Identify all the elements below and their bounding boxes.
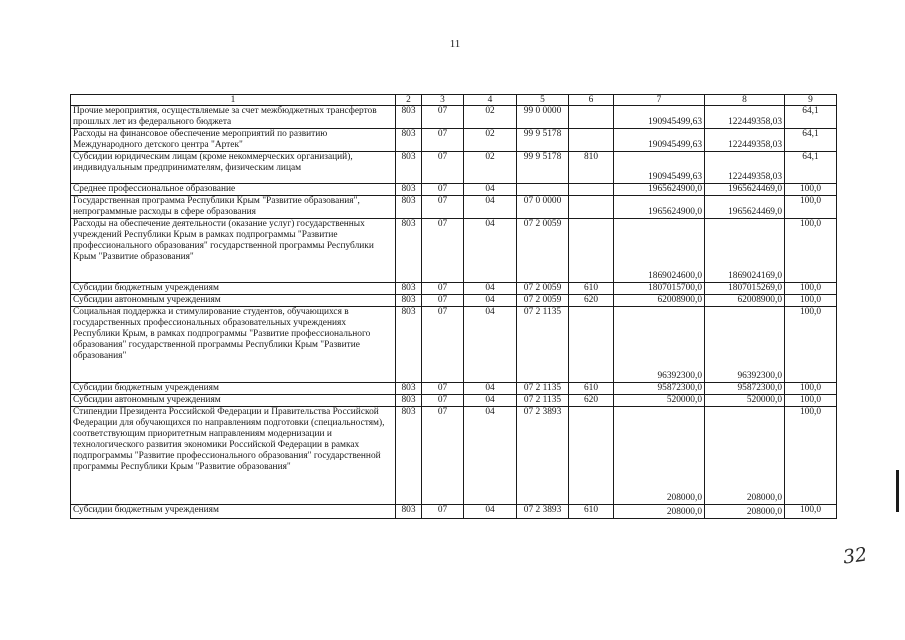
cell-subsection: 04 bbox=[464, 196, 517, 219]
page-number: 11 bbox=[449, 38, 461, 50]
cell-ministry-code: 803 bbox=[396, 307, 422, 383]
cell-expense-type: 610 bbox=[569, 505, 614, 519]
header-cell: 6 bbox=[569, 95, 614, 106]
cell-planned-amount: 62008900,0 bbox=[614, 295, 705, 307]
margin-mark bbox=[896, 470, 899, 512]
cell-name: Расходы на обеспечение деятельности (оказание услуг) государственных учреждений Республики Крым в рамках подпрограммы "Развитие профессионального образования" государственной программы Республики Крым "Развитие образования" bbox=[71, 219, 396, 283]
cell-planned-amount: 95872300,0 bbox=[614, 383, 705, 395]
header-cell: 1 bbox=[71, 95, 396, 106]
cell-subsection: 02 bbox=[464, 129, 517, 152]
cell-planned-amount: 208000,0 bbox=[614, 505, 705, 519]
cell-section: 07 bbox=[422, 283, 464, 295]
cell-subsection: 04 bbox=[464, 505, 517, 519]
header-cell: 4 bbox=[464, 95, 517, 106]
cell-section: 07 bbox=[422, 196, 464, 219]
cell-target-article: 07 0 0000 bbox=[517, 196, 569, 219]
cell-section: 07 bbox=[422, 106, 464, 129]
cell-subsection: 04 bbox=[464, 383, 517, 395]
cell-percent: 64,1 bbox=[785, 129, 837, 152]
cell-target-article: 07 2 1135 bbox=[517, 307, 569, 383]
header-cell: 3 bbox=[422, 95, 464, 106]
table-row bbox=[71, 129, 837, 152]
cell-section: 07 bbox=[422, 219, 464, 283]
table-row bbox=[71, 407, 837, 505]
cell-actual-amount: 122449358,03 bbox=[705, 129, 785, 152]
cell-expense-type bbox=[569, 106, 614, 129]
table-row bbox=[71, 505, 837, 519]
cell-actual-amount: 122449358,03 bbox=[705, 152, 785, 184]
cell-ministry-code: 803 bbox=[396, 106, 422, 129]
cell-section: 07 bbox=[422, 383, 464, 395]
cell-percent: 100,0 bbox=[785, 505, 837, 519]
cell-actual-amount: 1807015269,0 bbox=[705, 283, 785, 295]
cell-subsection: 02 bbox=[464, 106, 517, 129]
header-cell: 7 bbox=[614, 95, 705, 106]
table-row bbox=[71, 283, 837, 295]
cell-percent: 100,0 bbox=[785, 407, 837, 505]
cell-percent: 100,0 bbox=[785, 184, 837, 196]
cell-ministry-code: 803 bbox=[396, 196, 422, 219]
cell-subsection: 02 bbox=[464, 152, 517, 184]
cell-subsection: 04 bbox=[464, 219, 517, 283]
cell-target-article: 07 2 3893 bbox=[517, 407, 569, 505]
header-cell: 2 bbox=[396, 95, 422, 106]
table-header-row bbox=[71, 95, 837, 106]
cell-planned-amount: 208000,0 bbox=[614, 407, 705, 505]
cell-planned-amount: 1807015700,0 bbox=[614, 283, 705, 295]
cell-expense-type: 610 bbox=[569, 383, 614, 395]
cell-percent: 100,0 bbox=[785, 395, 837, 407]
header-cell: 5 bbox=[517, 95, 569, 106]
cell-percent: 64,1 bbox=[785, 106, 837, 129]
cell-actual-amount: 1869024169,0 bbox=[705, 219, 785, 283]
table-row bbox=[71, 152, 837, 184]
cell-ministry-code: 803 bbox=[396, 219, 422, 283]
cell-expense-type: 620 bbox=[569, 395, 614, 407]
cell-expense-type bbox=[569, 129, 614, 152]
table-row bbox=[71, 106, 837, 129]
cell-planned-amount: 190945499,63 bbox=[614, 129, 705, 152]
cell-name: Расходы на финансовое обеспечение мероприятий по развитию Международного детского центра "Артек" bbox=[71, 129, 396, 152]
cell-ministry-code: 803 bbox=[396, 383, 422, 395]
cell-percent: 100,0 bbox=[785, 383, 837, 395]
cell-target-article: 99 9 5178 bbox=[517, 129, 569, 152]
cell-planned-amount: 1869024600,0 bbox=[614, 219, 705, 283]
header-cell: 8 bbox=[705, 95, 785, 106]
budget-table bbox=[70, 94, 837, 519]
table-row bbox=[71, 395, 837, 407]
cell-target-article: 07 2 0059 bbox=[517, 283, 569, 295]
table-row bbox=[71, 196, 837, 219]
cell-target-article: 99 0 0000 bbox=[517, 106, 569, 129]
cell-ministry-code: 803 bbox=[396, 283, 422, 295]
header-cell: 9 bbox=[785, 95, 837, 106]
cell-target-article bbox=[517, 184, 569, 196]
table-row bbox=[71, 184, 837, 196]
cell-section: 07 bbox=[422, 395, 464, 407]
table-body bbox=[71, 95, 837, 519]
cell-planned-amount: 1965624900,0 bbox=[614, 184, 705, 196]
cell-name: Субсидии бюджетным учреждениям bbox=[71, 283, 396, 295]
cell-ministry-code: 803 bbox=[396, 505, 422, 519]
cell-ministry-code: 803 bbox=[396, 295, 422, 307]
cell-subsection: 04 bbox=[464, 307, 517, 383]
cell-target-article: 07 2 0059 bbox=[517, 219, 569, 283]
cell-expense-type bbox=[569, 219, 614, 283]
cell-percent: 100,0 bbox=[785, 307, 837, 383]
cell-percent: 100,0 bbox=[785, 283, 837, 295]
table-row bbox=[71, 383, 837, 395]
cell-name: Социальная поддержка и стимулирование студентов, обучающихся в государственных профессиональных образовательных учреждениях Республики Крым, в рамках подпрограммы "Развитие профессионального образования" государственной программы Республики Крым "Развитие образования" bbox=[71, 307, 396, 383]
cell-planned-amount: 1965624900,0 bbox=[614, 196, 705, 219]
cell-actual-amount: 1965624469,0 bbox=[705, 196, 785, 219]
cell-subsection: 04 bbox=[464, 407, 517, 505]
cell-expense-type: 620 bbox=[569, 295, 614, 307]
cell-expense-type: 810 bbox=[569, 152, 614, 184]
cell-planned-amount: 96392300,0 bbox=[614, 307, 705, 383]
cell-expense-type bbox=[569, 407, 614, 505]
cell-section: 07 bbox=[422, 307, 464, 383]
cell-percent: 64,1 bbox=[785, 152, 837, 184]
cell-expense-type bbox=[569, 184, 614, 196]
cell-percent: 100,0 bbox=[785, 219, 837, 283]
cell-section: 07 bbox=[422, 152, 464, 184]
cell-percent: 100,0 bbox=[785, 196, 837, 219]
cell-ministry-code: 803 bbox=[396, 129, 422, 152]
cell-target-article: 07 2 1135 bbox=[517, 395, 569, 407]
cell-actual-amount: 520000,0 bbox=[705, 395, 785, 407]
cell-section: 07 bbox=[422, 407, 464, 505]
cell-actual-amount: 1965624469,0 bbox=[705, 184, 785, 196]
cell-name: Среднее профессиональное образование bbox=[71, 184, 396, 196]
table-row bbox=[71, 295, 837, 307]
cell-ministry-code: 803 bbox=[396, 395, 422, 407]
cell-actual-amount: 208000,0 bbox=[705, 407, 785, 505]
cell-name: Прочие мероприятия, осуществляемые за счет межбюджетных трансфертов прошлых лет из федерального бюджета bbox=[71, 106, 396, 129]
cell-name: Субсидии бюджетным учреждениям bbox=[71, 383, 396, 395]
cell-expense-type bbox=[569, 196, 614, 219]
cell-section: 07 bbox=[422, 505, 464, 519]
cell-section: 07 bbox=[422, 184, 464, 196]
cell-expense-type bbox=[569, 307, 614, 383]
cell-actual-amount: 122449358,03 bbox=[705, 106, 785, 129]
cell-percent: 100,0 bbox=[785, 295, 837, 307]
cell-subsection: 04 bbox=[464, 184, 517, 196]
cell-actual-amount: 62008900,0 bbox=[705, 295, 785, 307]
handwritten-page-note: 32 bbox=[841, 543, 869, 569]
cell-actual-amount: 208000,0 bbox=[705, 505, 785, 519]
cell-actual-amount: 95872300,0 bbox=[705, 383, 785, 395]
cell-planned-amount: 190945499,63 bbox=[614, 152, 705, 184]
cell-target-article: 07 2 3893 bbox=[517, 505, 569, 519]
table-row bbox=[71, 307, 837, 383]
cell-planned-amount: 190945499,63 bbox=[614, 106, 705, 129]
cell-ministry-code: 803 bbox=[396, 184, 422, 196]
cell-target-article: 99 9 5178 bbox=[517, 152, 569, 184]
cell-ministry-code: 803 bbox=[396, 407, 422, 505]
cell-name: Государственная программа Республики Крым "Развитие образования", непрограммные расходы в сфере образования bbox=[71, 196, 396, 219]
cell-expense-type: 610 bbox=[569, 283, 614, 295]
cell-subsection: 04 bbox=[464, 395, 517, 407]
cell-name: Субсидии бюджетным учреждениям bbox=[71, 505, 396, 519]
cell-planned-amount: 520000,0 bbox=[614, 395, 705, 407]
cell-target-article: 07 2 1135 bbox=[517, 383, 569, 395]
cell-ministry-code: 803 bbox=[396, 152, 422, 184]
budget-table-container bbox=[70, 94, 837, 519]
cell-section: 07 bbox=[422, 129, 464, 152]
cell-section: 07 bbox=[422, 295, 464, 307]
cell-name: Стипендии Президента Российской Федерации и Правительства Российской Федерации для обучающихся по направлениям подготовки (специальностям), соответствующим приоритетным направлениям модернизации и технологического развития экономики Российской Федерации в рамках подпрограммы "Развитие профессионального образования" государственной программы Республики Крым "Развитие образования" bbox=[71, 407, 396, 505]
cell-target-article: 07 2 0059 bbox=[517, 295, 569, 307]
table-row bbox=[71, 219, 837, 283]
cell-name: Субсидии автономным учреждениям bbox=[71, 395, 396, 407]
cell-name: Субсидии автономным учреждениям bbox=[71, 295, 396, 307]
cell-actual-amount: 96392300,0 bbox=[705, 307, 785, 383]
cell-subsection: 04 bbox=[464, 295, 517, 307]
cell-subsection: 04 bbox=[464, 283, 517, 295]
cell-name: Субсидии юридическим лицам (кроме некоммерческих организаций), индивидуальным предпринимателям, физическим лицам bbox=[71, 152, 396, 184]
